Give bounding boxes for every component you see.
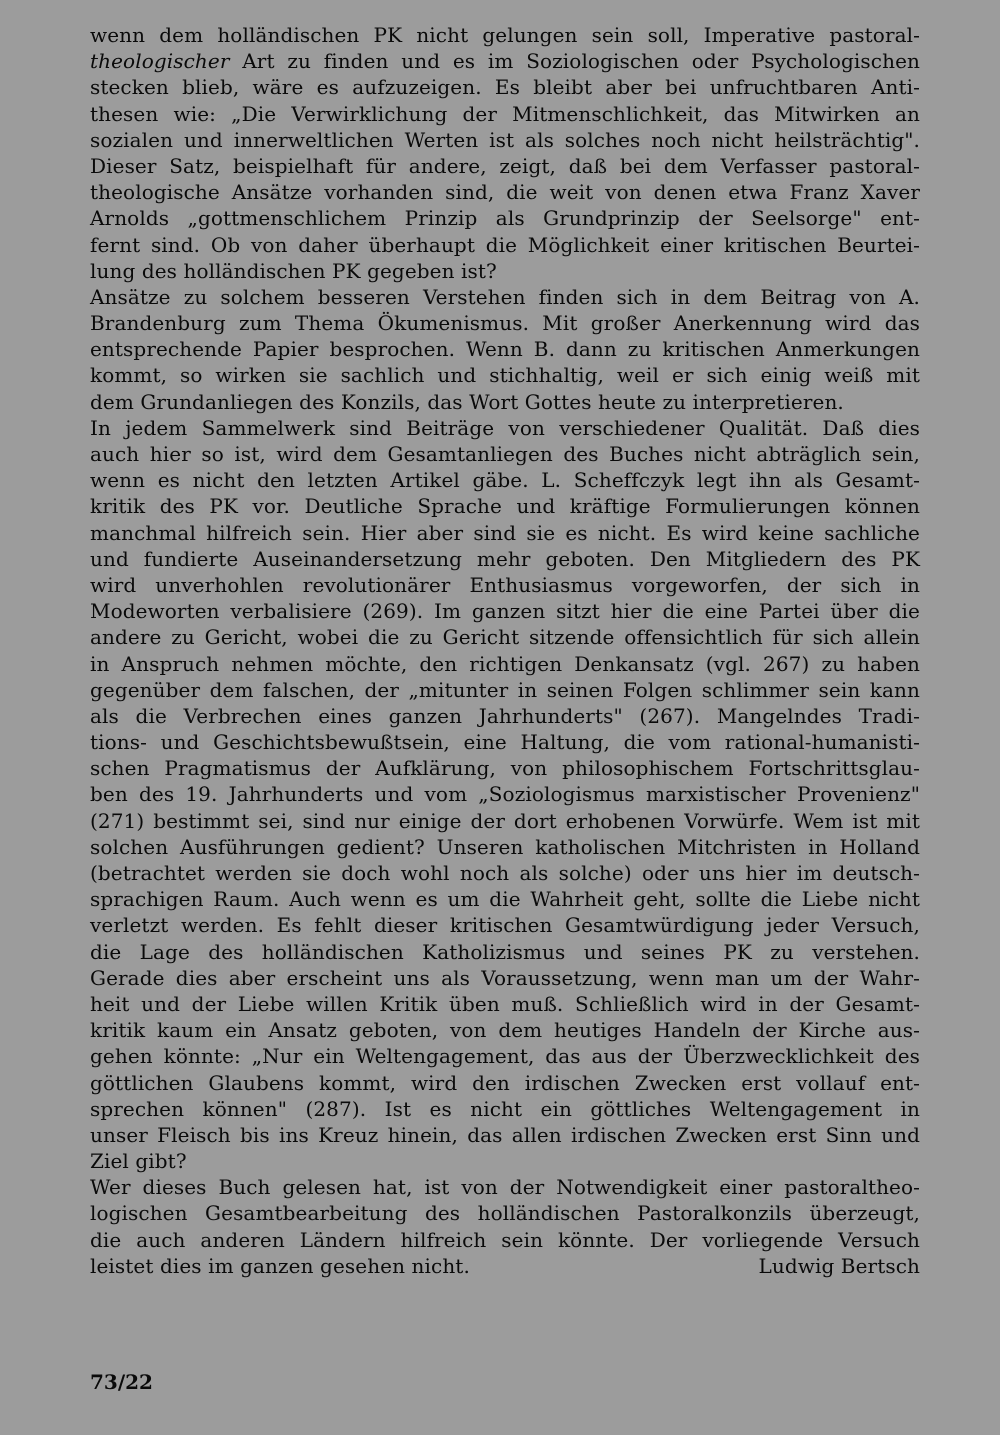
text-line-final (90, 1253, 920, 1279)
text-line: heit und der Liebe willen Kritik üben muß. Schließlich wird in der Gesamt- (90, 991, 920, 1016)
text-line: (271) bestimmt sei, sind nur einige der dort erhobenen Vorwürfe. Wem ist mit (90, 808, 920, 833)
text-line: kritik des PK vor. Deutliche Sprache und kräftige Formulierungen können (90, 494, 920, 519)
text-line: die Lage des holländischen Katholizismus und seines PK zu verstehen. (90, 939, 920, 964)
text-line: Ziel gibt? (90, 1149, 187, 1174)
text-line: sozialen und innerweltlichen Werten ist als solches noch nicht heilsträchtig". (90, 127, 920, 152)
author-signature: Ludwig Bertsch (758, 1253, 920, 1278)
text-line: Modeworten verbalisiere (269). Im ganzen sitzt hier die eine Partei über die (90, 599, 920, 624)
text-line: manchmal hilfreich sein. Hier aber sind sie es nicht. Es wird keine sachliche (90, 520, 920, 545)
text-line: göttlichen Glaubens kommt, wird den irdischen Zwecken erst vollauf ent- (90, 1070, 920, 1095)
text-line: wird unverhohlen revolutionärer Enthusiasmus vorgeworfen, der sich in (90, 572, 920, 597)
text-line-rest: Art zu finden und es im Soziologischen oder Psychologischen (229, 49, 920, 74)
text-line: dem Grundanliegen des Konzils, das Wort Gottes heute zu interpretieren. (90, 389, 844, 414)
text-line: die auch anderen Ländern hilfreich sein könnte. Der vorliegende Versuch (90, 1227, 920, 1252)
text-line: gegenüber dem falschen, der „mitunter in seinen Folgen schlimmer sein kann (90, 677, 920, 702)
text-line: solchen Ausführungen gedient? Unseren katholischen Mitchristen in Holland (90, 834, 920, 859)
text-line: als die Verbrechen eines ganzen Jahrhunderts" (267). Mangelndes Tradi- (90, 703, 920, 728)
text-line: entsprechende Papier besprochen. Wenn B. dann zu kritischen Anmerkungen (90, 337, 920, 362)
text-line: in Anspruch nehmen möchte, den richtigen Denkansatz (vgl. 267) zu haben (90, 651, 920, 676)
text-line: stecken blieb, wäre es aufzuzeigen. Es bleibt aber bei unfruchtbaren Anti- (90, 75, 920, 100)
text-line: kommt, so wirken sie sachlich und stichhaltig, weil er sich einig weiß mit (90, 363, 920, 388)
text-line-final-text: leistet dies im ganzen gesehen nicht. (90, 1253, 470, 1278)
text-line: auch hier so ist, wird dem Gesamtanliegen des Buches nicht abträglich sein, (90, 442, 920, 466)
review-body-text (90, 22, 920, 1279)
text-line: Dieser Satz, beispielhaft für andere, zeigt, daß bei dem Verfasser pastoral- (90, 153, 920, 178)
text-line: tions- und Geschichtsbewußtsein, eine Haltung, die vom rational-humanisti- (90, 730, 920, 755)
text-line: wenn es nicht den letzten Artikel gäbe. L. Scheffczyk legt ihn als Gesamt- (90, 468, 920, 493)
text-line: fernt sind. Ob von daher überhaupt die Möglichkeit einer kritischen Beurtei- (90, 232, 920, 257)
text-line: Ansätze zu solchem besseren Verstehen finden sich in dem Beitrag von A. (90, 284, 920, 309)
text-line: Wer dieses Buch gelesen hat, ist von der Notwendigkeit einer pastoraltheo- (90, 1175, 920, 1200)
text-line: (betrachtet werden sie doch wohl noch als solche) oder uns hier im deutsch- (90, 861, 920, 885)
text-line: gehen könnte: „Nur ein Weltengagement, das aus der Überzwecklichkeit des (90, 1044, 920, 1069)
text-line: kritik kaum ein Ansatz geboten, von dem heutiges Handeln der Kirche aus- (90, 1018, 920, 1043)
text-line: und fundierte Auseinandersetzung mehr geboten. Den Mitgliedern des PK (90, 546, 920, 571)
text-line: schen Pragmatismus der Aufklärung, von philosophischem Fortschrittsglau- (90, 756, 920, 781)
text-line: sprechen können" (287). Ist es nicht ein göttliches Weltengagement in (90, 1096, 920, 1121)
text-line: logischen Gesamtbearbeitung des holländischen Pastoralkonzils überzeugt, (90, 1201, 920, 1226)
text-line: thesen wie: „Die Verwirklichung der Mitmenschlichkeit, das Mitwirken an (90, 101, 920, 126)
text-line: andere zu Gericht, wobei die zu Gericht sitzende offensichtlich für sich allein (90, 625, 920, 650)
text-line: theologische Ansätze vorhanden sind, die weit von denen etwa Franz Xaver (90, 180, 920, 205)
text-line: In jedem Sammelwerk sind Beiträge von verschiedener Qualität. Daß dies (90, 415, 920, 440)
text-line: unser Fleisch bis ins Kreuz hinein, das allen irdischen Zwecken erst Sinn und (90, 1122, 920, 1147)
text-line: Gerade dies aber erscheint uns als Voraussetzung, wenn man um der Wahr- (90, 965, 920, 990)
text-line: verletzt werden. Es fehlt dieser kritischen Gesamtwürdigung jeder Versuch, (90, 913, 920, 938)
text-line: Brandenburg zum Thema Ökumenismus. Mit großer Anerkennung wird das (90, 311, 920, 336)
text-line (90, 48, 920, 74)
text-line: ben des 19. Jahrhunderts und vom „Soziologismus marxistischer Provenienz" (90, 782, 920, 807)
page-folio: 73/22 (90, 1370, 153, 1394)
text-line: wenn dem holländischen PK nicht gelungen sein soll, Imperative pastoral- (90, 23, 920, 47)
text-line: lung des holländischen PK gegeben ist? (90, 258, 497, 283)
text-line: sprachigen Raum. Auch wenn es um die Wahrheit geht, sollte die Liebe nicht (90, 887, 920, 912)
text-line: Arnolds „gottmenschlichem Prinzip als Grundprinzip der Seelsorge" ent- (90, 206, 920, 231)
italic-word: theologischer (90, 49, 230, 74)
